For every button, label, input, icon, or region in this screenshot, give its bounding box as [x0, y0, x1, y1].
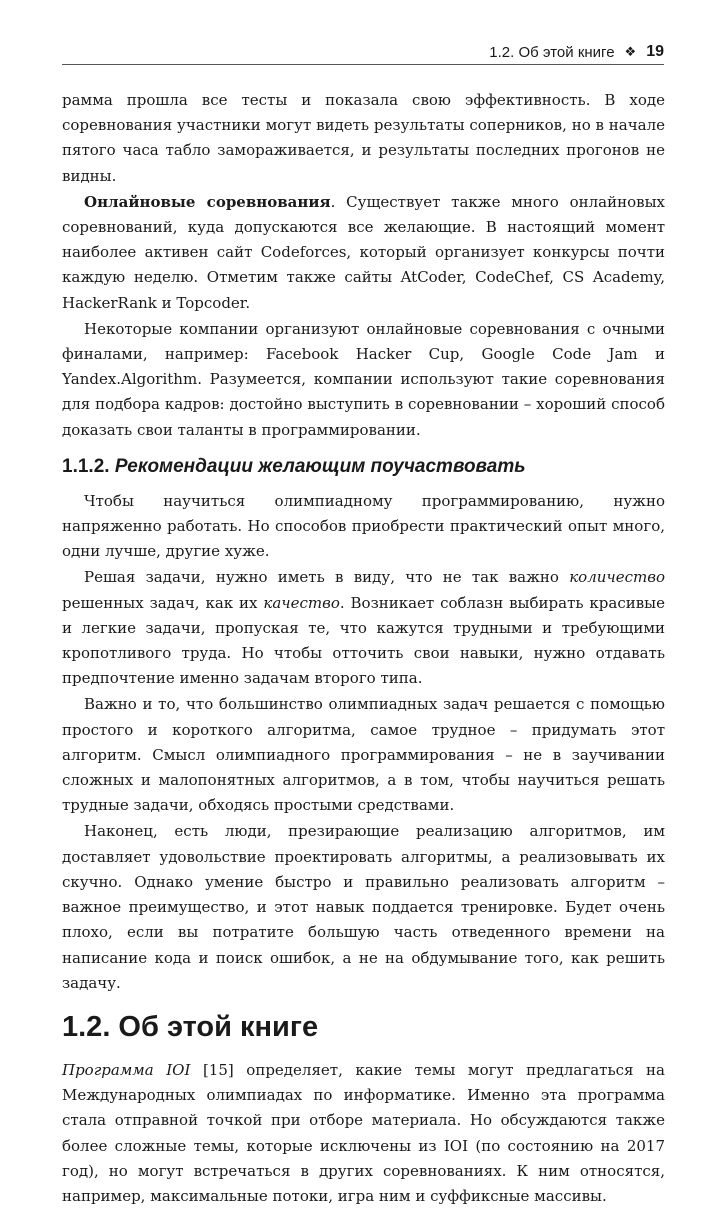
paragraph-practice: Чтобы научиться олимпиадному программированию, нужно напряженно работать. Но способов приобрести практический опыт много, одни лучше, другие хуже.	[62, 491, 665, 561]
subsection-number: 1.1.2.	[62, 455, 115, 477]
paragraph-quality	[62, 565, 665, 691]
ioi-syllabus-term: Программа IOI	[62, 1060, 191, 1079]
quality-text-a: Решая задачи, нужно иметь в виду, что не так важно	[84, 568, 570, 587]
quality-term-quality: качество	[263, 593, 340, 612]
paragraph-online-contests	[62, 190, 665, 316]
page-number: 19	[646, 43, 664, 60]
subsection-title: Рекомендации желающим поучаствовать	[114, 455, 526, 477]
ioi-syllabus-text: [15] определяет, какие темы могут предлагаться на Международных олимпиадах по информатике. Именно эта программа стала отправной точкой при отборе материала. Но обсуждаются также более сложные темы, которые исключены из IOI (по состоянию на 2017 год), но могут встречаться в других соревнованиях. К ним относятся, например, максимальные потоки, игра ним и суффиксные массивы.	[62, 1060, 665, 1205]
paragraph-ioi-syllabus	[62, 1058, 665, 1209]
paragraph-implementation: Наконец, есть люди, презирающие реализацию алгоритмов, им доставляет удовольствие проектировать алгоритмы, а реализовывать их скучно. Однако умение быстро и правильно реализовать алгоритм – важное преимущество, и этот навык поддается тренировке. Будет очень плохо, если вы потратите большую часть отведенного времени на написание кода и поиск ошибок, а не на обдумывание того, как решить задачу.	[62, 822, 665, 992]
paragraph-simple-algorithms: Важно и то, что большинство олимпиадных задач решается с помощью простого и короткого алгоритма, самое трудное – придумать этот алгоритм. Смысл олимпиадного программирования – не в заучивании сложных и малопонятных алгоритмов, а в том, чтобы научиться решать трудные задачи, обходясь простыми средствами.	[62, 695, 665, 815]
online-contests-term: Онлайновые соревнования	[84, 192, 331, 211]
online-contests-text: . Существует также много онлайновых соревнований, куда допускаются все желающие. В настоящий момент наиболее активен сайт Codeforces, который организует конкурсы почти каждую неделю. Отметим также сайты AtCoder, CodeChef, CS Academy, HackerRank и Topcoder.	[62, 192, 665, 312]
quality-text-b: решенных задач, как их	[62, 593, 264, 612]
subsection-heading	[62, 455, 665, 479]
quality-text-c: . Возникает соблазн выбирать красивые и легкие задачи, пропуская те, что кажутся трудными и требующими кропотливого труда. Но чтобы отточить свои навыки, нужно отдавать предпочтение именно задачам второго типа.	[62, 593, 665, 688]
section-heading: 1.2. Об этой книге	[62, 1010, 319, 1043]
quality-term-quantity: количество	[569, 568, 665, 587]
header-section-title: 1.2. Об этой книге	[489, 43, 615, 61]
running-header	[62, 43, 664, 65]
page-body	[62, 88, 665, 1209]
paragraph-continued: рамма прошла все тесты и показала свою эффективность. В ходе соревнования участники могут видеть результаты соперников, но в начале пятого часа табло замораживается, и результаты последних прогонов не видны.	[62, 91, 665, 185]
paragraph-company-contests: Некоторые компании организуют онлайновые соревнования с очными финалами, например: Facebook Hacker Cup, Google Code Jam и Yandex.Algorithm. Разумеется, компании используют такие соревнования для подбора кадров: достойно выступить в соревновании – хороший способ доказать свои таланты в программировании.	[62, 319, 665, 439]
ornament-icon: ❖	[624, 44, 637, 59]
